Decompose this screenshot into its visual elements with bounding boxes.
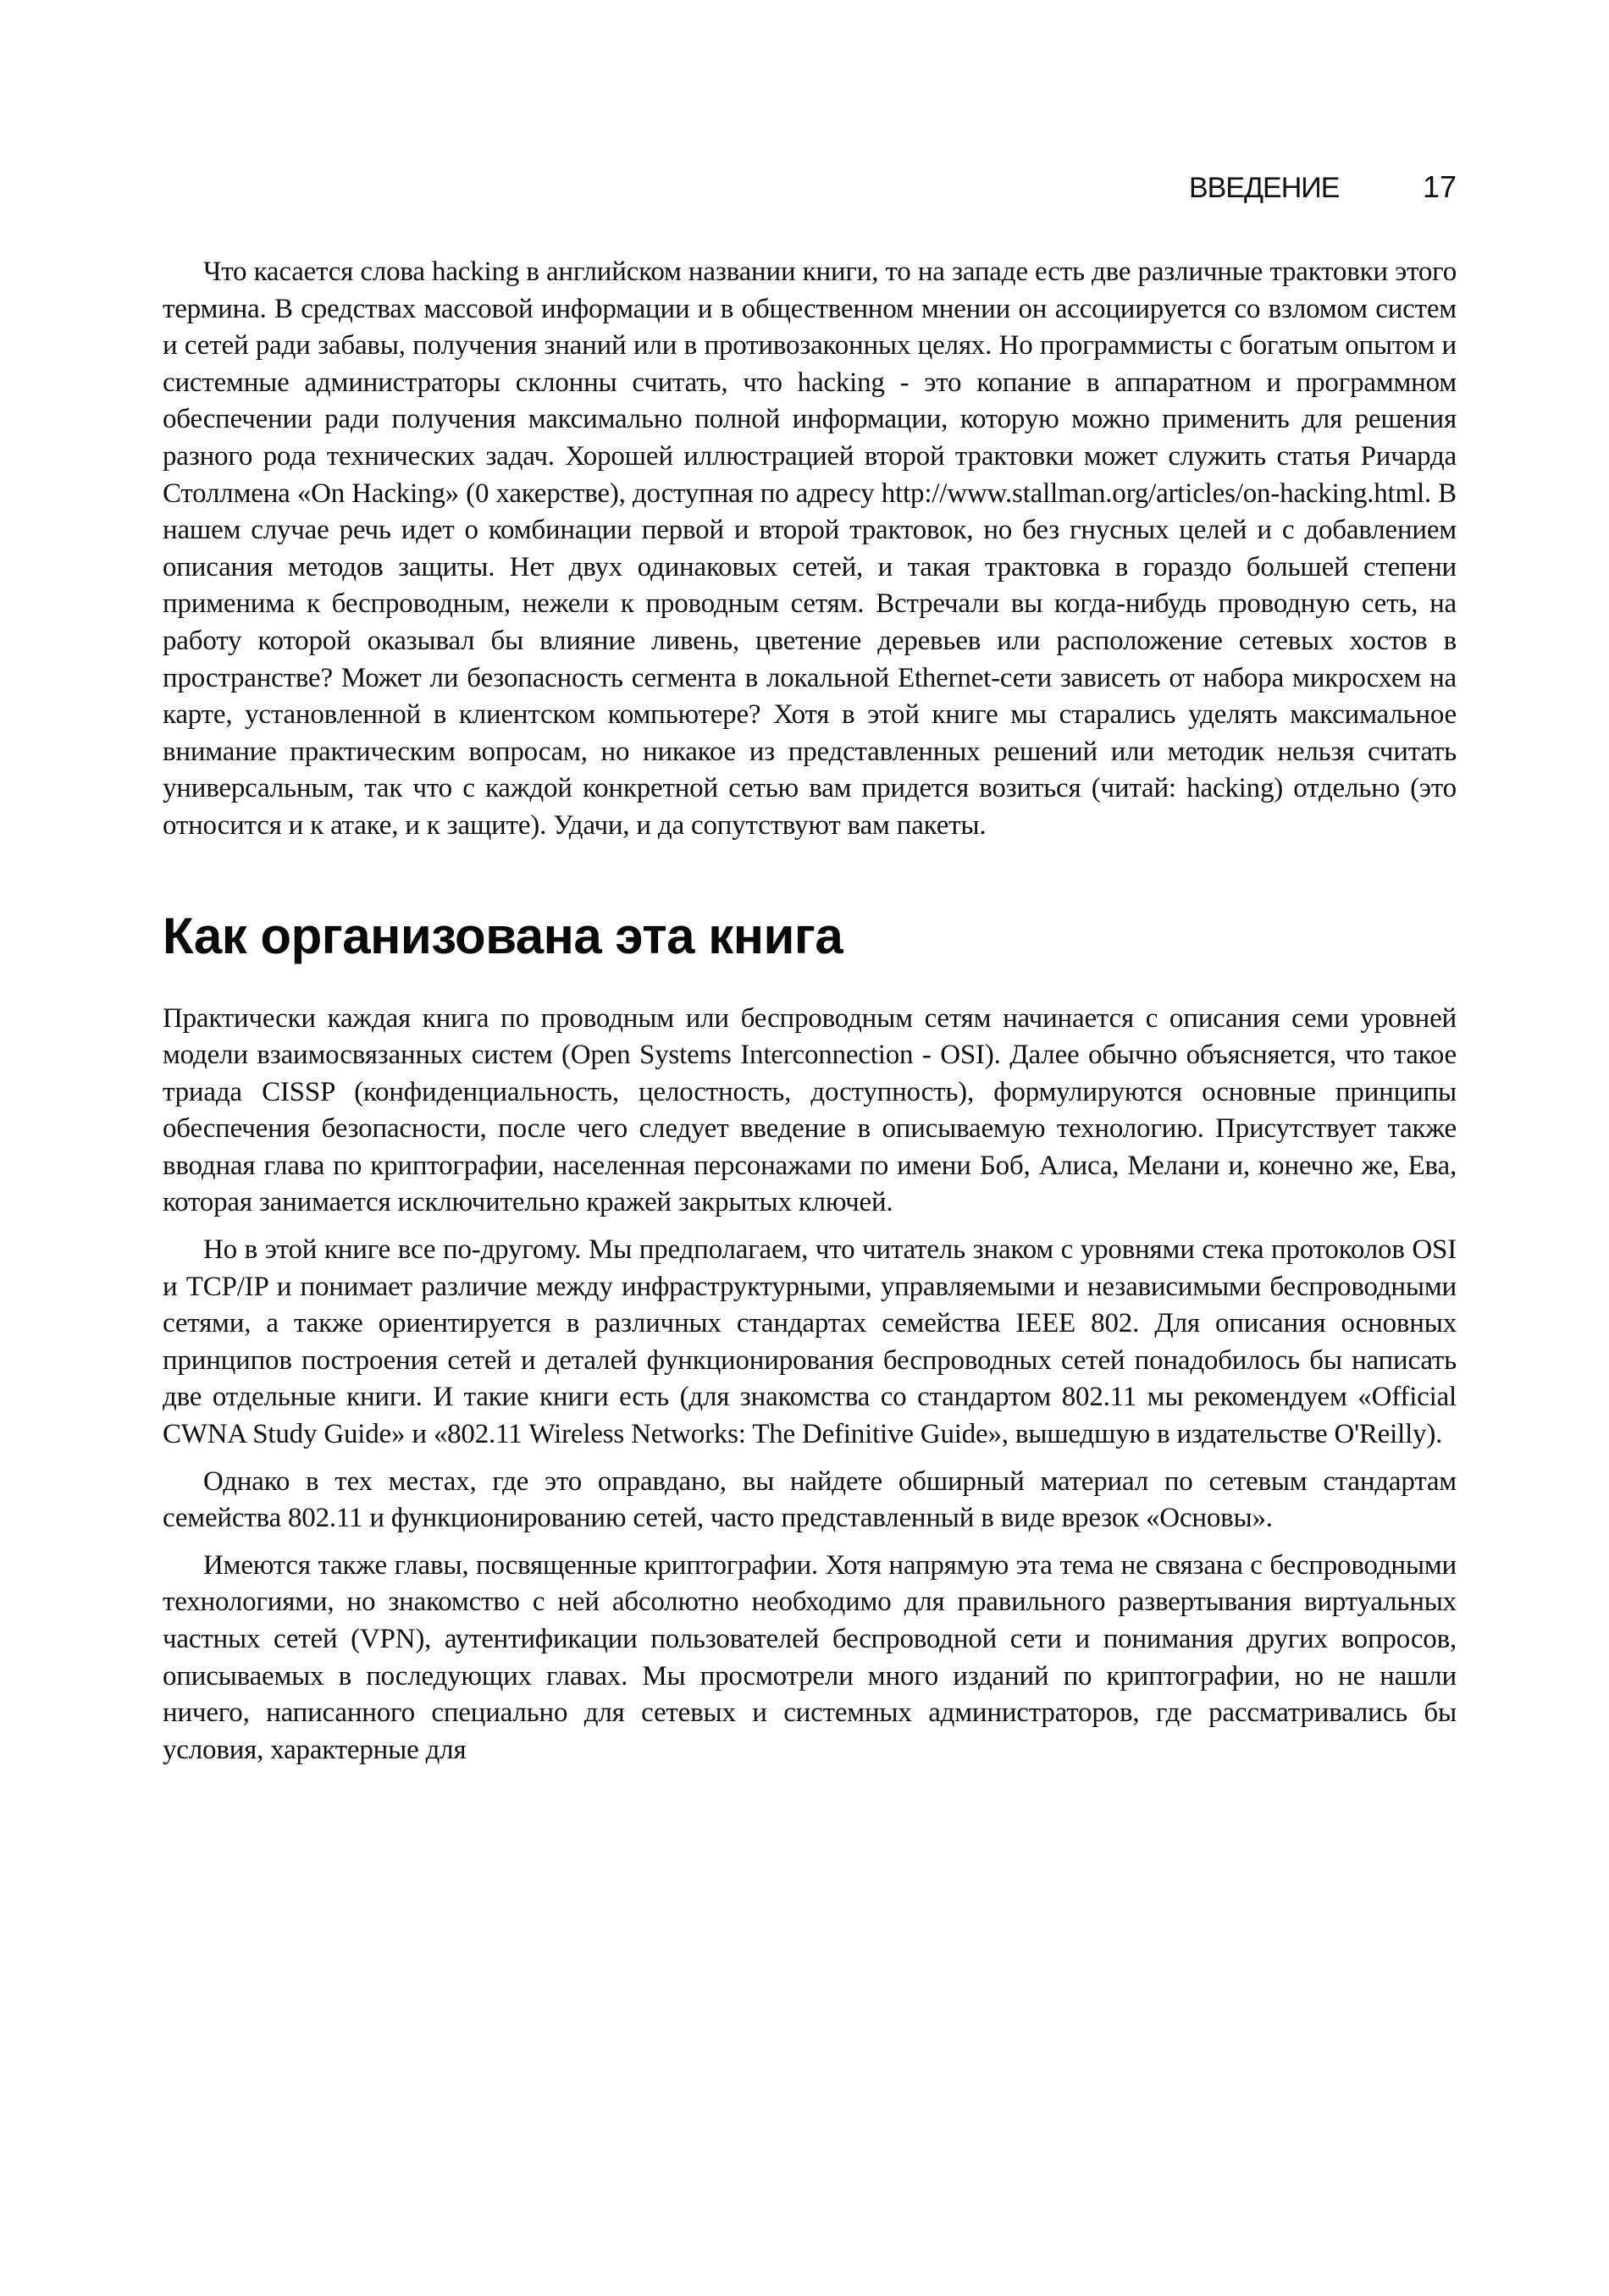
page-body <box>163 254 1457 1769</box>
section-paragraph-2: Но в этой книге все по-другому. Мы предполагаем, что читатель знаком с уровнями стека протоколов OSI и TCP/IP и понимает различие между инфраструктурными, управляемыми и независимыми беспроводными сетями, а также ориентируется в различных стандартах семейства IEEE 802. Для описания основных принципов построения сетей и деталей функционирования беспроводных сетей понадобилось бы написать две отдельные книги. И такие книги есть (для знакомства со стандартом 802.11 мы рекомендуем «Official CWNA Study Guide» и «802.11 Wireless Networks: The Definitive Guide», вышедшую в издательстве O'Reilly). <box>163 1234 1457 1450</box>
section-paragraph-4: Имеются также главы, посвященные криптографии. Хотя напрямую эта тема не связана с беспроводными технологиями, но знакомство с ней абсолютно необходимо для правильного развертывания виртуальных частных сетей (VPN), аутентификации пользователей беспроводной сети и понимания других вопросов, описываемых в последующих главах. Мы просмотрели много изданий по криптографии, но не нашли ничего, написанного специально для сетевых и системных администраторов, где рассматривались бы условия, характерные для <box>163 1549 1457 1765</box>
page-number: 17 <box>1422 169 1457 204</box>
section-paragraph-3: Однако в тех местах, где это оправдано, вы найдете обширный материал по сетевым стандартам семейства 802.11 и функционированию сетей, часто представленный в виде врезок «Основы». <box>163 1465 1457 1534</box>
running-title: ВВЕДЕНИЕ <box>1189 172 1340 204</box>
running-header <box>1189 169 1457 205</box>
section-heading: Как организована эта книга <box>163 907 843 964</box>
section-paragraph-1: Практически каждая книга по проводным или беспроводным сетям начинается с описания семи уровней модели взаимосвязанных систем (Open Systems Interconnection - OSI). Далее обычно объясняется, что такое триада CISSP (конфиденциальность, целостность, доступность), формулируются основные принципы обеспечения безопасности, после чего следует введение в описываемую технологию. Присутствует также вводная глава по криптографии, населенная персонажами по имени Боб, Алиса, Мелани и, конечно же, Ева, которая занимается исключительно кражей закрытых ключей. <box>163 1002 1457 1218</box>
paragraph-intro: Что касается слова hacking в английском названии книги, то на западе есть две различные трактовки этого термина. В средствах массовой информации и в общественном мнении он ассоциируется со взломом систем и сетей ради забавы, получения знаний или в противозаконных целях. Но программисты с богатым опытом и системные администраторы склонны считать, что hacking - это копание в аппаратном и программном обеспечении ради получения максимально полной информации, которую можно применить для решения разного рода технических задач. Хорошей иллюстрацией второй трактовки может служить статья Ричарда Столлмена «On Hacking» (0 хакерстве), доступная по адресу http://www.stallman.org/articles/on-hacking.html. В нашем случае речь идет о комбинации первой и второй трактовок, но без гнусных целей и с добавлением описания методов защиты. Нет двух одинаковых сетей, и такая трактовка в гораздо большей степени применима к беспроводным, нежели к проводным сетям. Встречали вы когда-нибудь проводную сеть, на работу которой оказывал бы влияние ливень, цветение деревьев или расположение сетевых хостов в пространстве? Может ли безопасность сегмента в локальной Ethernet-сети зависеть от набора микросхем на карте, установленной в клиентском компьютере? Хотя в этой книге мы старались уделять максимальное внимание практическим вопросам, но никакое из представленных решений или методик нельзя считать универсальным, так что с каждой конкретной сетью вам придется возиться (читай: hacking) отдельно (это относится и к атаке, и к защите). Удачи, и да сопутствуют вам пакеты. <box>163 257 1457 841</box>
